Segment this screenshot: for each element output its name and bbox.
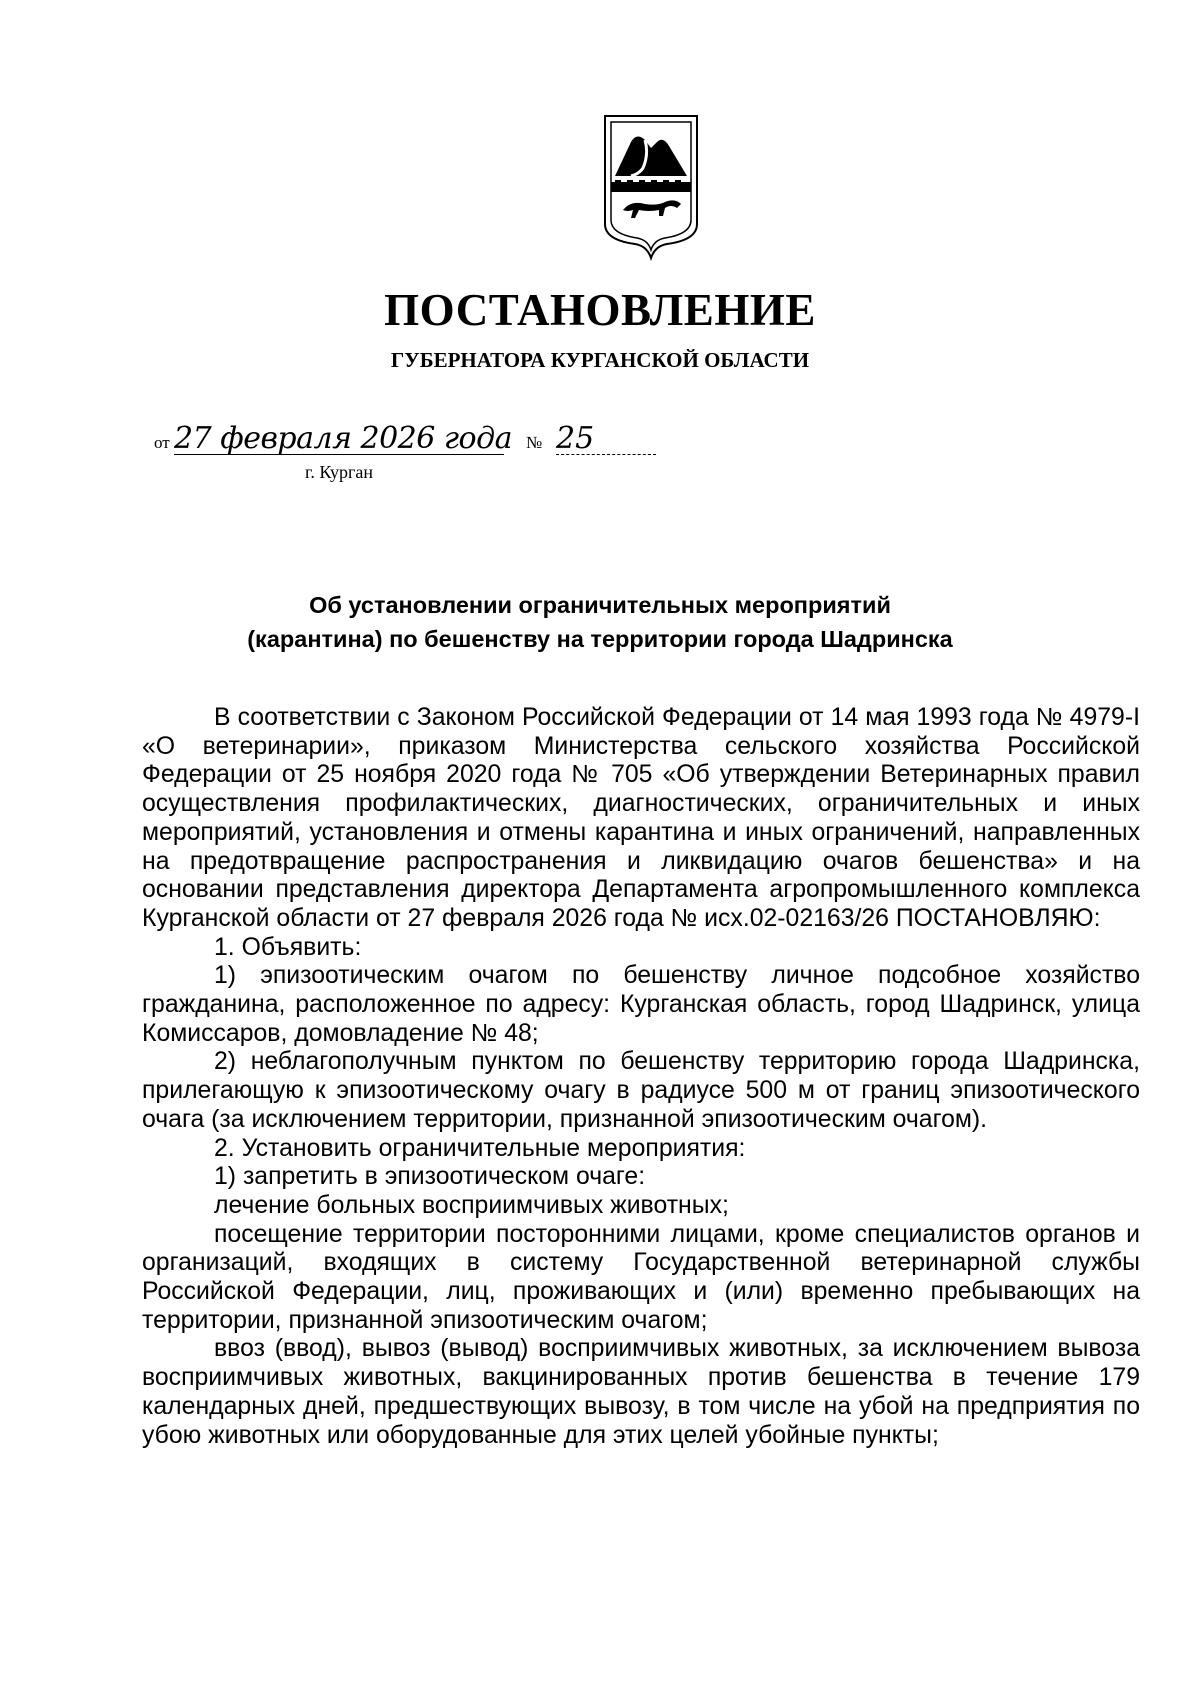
- heading-line-2: (карантина) по бешенству на территории города Шадринска: [247, 626, 953, 652]
- paragraph-preamble: В соответствии с Законом Российской Федерации от 14 мая 1993 года № 4979-I «О ветеринарии», приказом Министерства сельского хозяйства Российской Федерации от 25 ноября 2020 года № 705 «Об утверждении Ветеринарных правил осуществления профилактических, диагностических, ограничительных и иных мероприятий, установления и отмены карантина и иных ограничений, направленных на предотвращение распространения и ликвидацию очагов бешенства» и на основании представления директора Департамента агропромышленного комплекса Курганской области от 27 февраля 2026 года № исх.02-02163/26 ПОСТАНОВЛЯЮ:: [142, 704, 1140, 932]
- paragraph-ban-transport: ввоз (ввод), вывоз (вывод) восприимчивых животных, за исключением вывоза восприимчивых животных, вакцинированных против бешенства в течение 179 календарных дней, предшествующих вывозу, в том числе на убой на предприятия по убою животных или оборудованные для этих целей убойные пункты;: [142, 1335, 1140, 1449]
- date-prefix: от: [154, 433, 170, 452]
- document-title: ПОСТАНОВЛЕНИЕ: [384, 285, 816, 335]
- document-date: 27 февраля 2026 года: [174, 421, 513, 456]
- heading-line-1: Об установлении ограничительных мероприятий: [309, 592, 891, 618]
- document-city: г. Курган: [305, 462, 374, 482]
- document-number: 25: [556, 424, 656, 455]
- paragraph-item-1-2: 2) неблагополучным пунктом по бешенству территорию города Шадринска, прилегающую к эпизоотическому очагу в радиусе 500 м от границ эпизоотического очага (за исключением территории, признанной эпизоотическим очагом).: [142, 1048, 1140, 1133]
- coat-of-arms-icon: [601, 112, 701, 262]
- number-prefix: №: [526, 433, 543, 452]
- paragraph-item-1-1: 1) эпизоотическим очагом по бешенству личное подсобное хозяйство гражданина, расположенное по адресу: Курганская область, город Шадринск, улица Комиссаров, домовладение № 48;: [142, 962, 1140, 1047]
- paragraph-item-1: 1. Объявить:: [214, 933, 362, 961]
- date-number-line: [154, 421, 674, 464]
- document-body: [142, 704, 1140, 1450]
- paragraph-ban-treatment: лечение больных восприимчивых животных;: [214, 1191, 729, 1219]
- paragraph-item-2-1: 1) запретить в эпизоотическом очаге:: [214, 1163, 646, 1191]
- paragraph-item-2: 2. Установить ограничительные мероприятия:: [214, 1134, 746, 1162]
- document-heading: [0, 588, 1200, 656]
- document-subtitle: ГУБЕРНАТОРА КУРГАНСКОЙ ОБЛАСТИ: [390, 348, 810, 372]
- paragraph-ban-visits: посещение территории посторонними лицами, кроме специалистов органов и организаций, входящих в систему Государственной ветеринарной службы Российской Федерации, лиц, проживающих и (или) временно пребывающих на территории, признанной эпизоотическим очагом;: [142, 1220, 1140, 1334]
